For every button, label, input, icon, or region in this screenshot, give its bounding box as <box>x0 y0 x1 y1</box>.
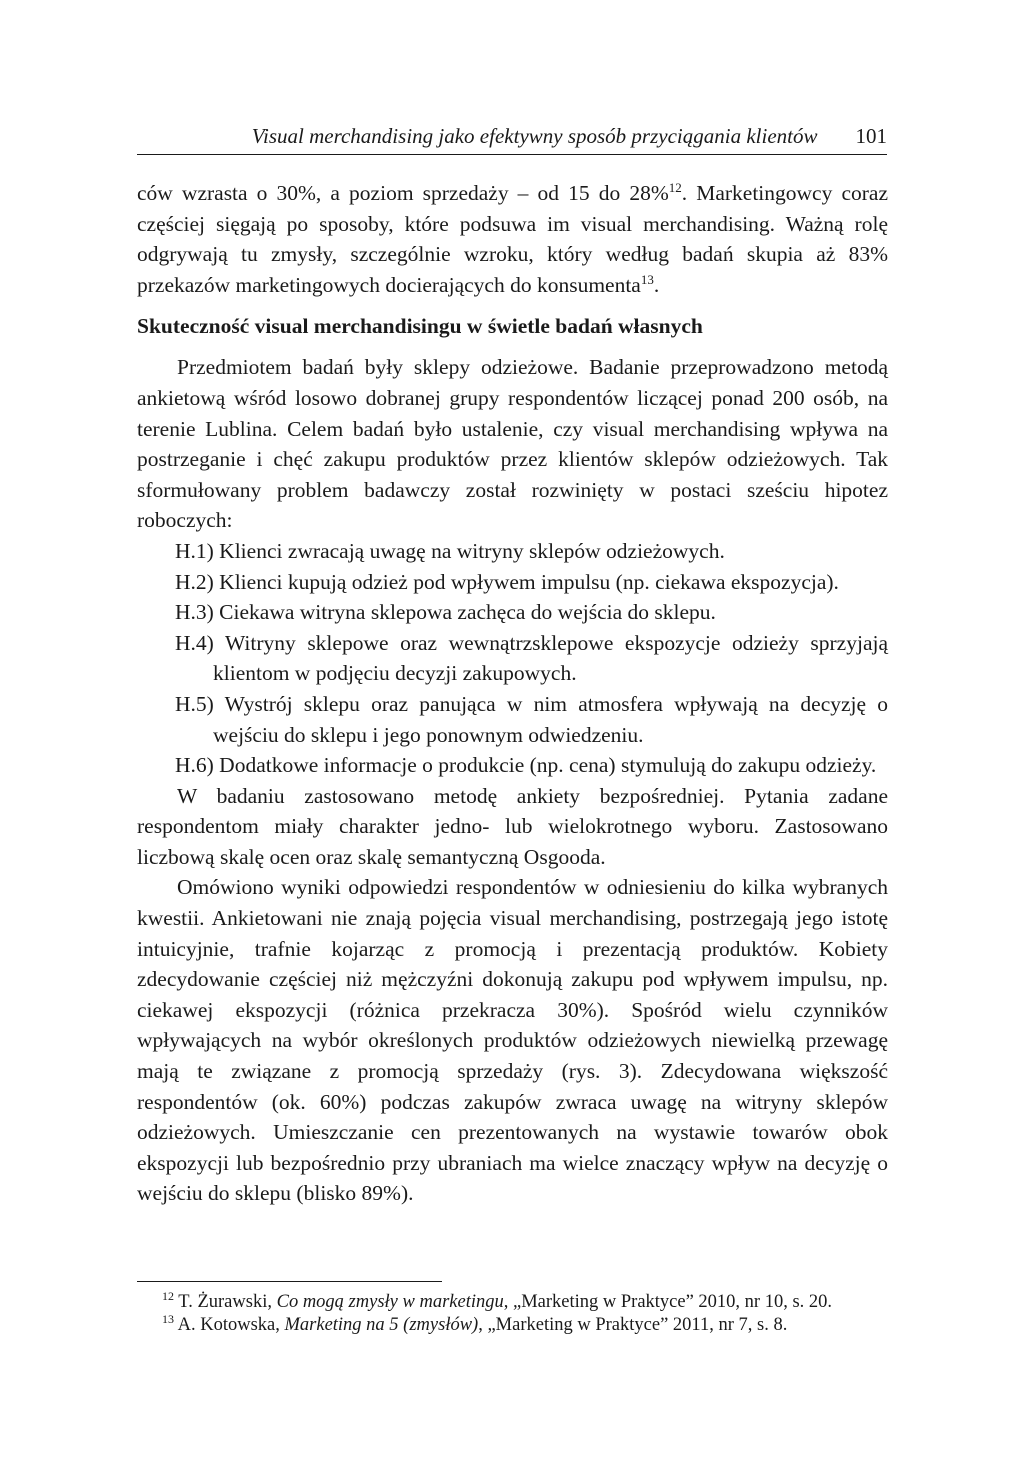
footnote-mark-13: 13 <box>162 1311 174 1326</box>
paragraph-3: Omówiono wyniki odpowiedzi respondentów w odniesieniu do kilka wybranych kwestii. Ankietowani nie znają pojęcia visual merchandising, postrzegają jego istotę intuicyjnie, trafnie kojarząc z promocją i prezentacją produktów. Kobiety zdecydowanie częściej niż mężczyźni dokonują zakupu pod wpływem impulsu, np. ciekawej ekspozycji (różnica przekracza 30%). Spośród wielu czynników wpływających na wybór określonych produktów odzieżowych niewielką przewagę mają te związane z promocją sprzedaży (rys. 3). Zdecydowana większość respondentów (ok. 60%) podczas zakupów zwraca uwagę na witryny sklepów odzieżowych. Umieszczanie cen prezentowanych na wystawie towarów obok ekspozycji lub bezpośrednio przy ubraniach ma wielce znaczący wpływ na decyzję o wejściu do sklepu (blisko 89%). <box>137 875 888 1206</box>
footnote-13-author: A. Kotowska, <box>177 1315 285 1335</box>
intro-text-3: . <box>653 272 660 297</box>
section-heading: Skuteczność visual merchandisingu w świetle badań własnych <box>137 314 703 339</box>
footnote-12 <box>137 1288 888 1314</box>
footnotes <box>137 1281 888 1337</box>
footnote-12-author: T. Żurawski, <box>178 1292 277 1312</box>
hypothesis-1: H.1) Klienci zwracają uwagę na witryny sklepów odzieżowych. <box>175 538 725 563</box>
hypothesis-3: H.3) Ciekawa witryna sklepowa zachęca do wejścia do sklepu. <box>175 600 716 625</box>
footnote-12-rest: , „Marketing w Praktyce” 2010, nr 10, s. 20. <box>503 1292 833 1312</box>
footnote-13-rest: , „Marketing w Praktyce” 2011, nr 7, s. 8. <box>478 1315 788 1335</box>
paragraph-1: Przedmiotem badań były sklepy odzieżowe. Badanie przeprowadzono metodą ankietową wśród losowo dobranej grupy respondentów liczącej ponad 200 osób, na terenie Lublina. Celem badań było ustalenie, czy visual merchandising wpływa na postrzeganie i chęć zakupu produktów przez klientów sklepów odzieżowych. Tak sformułowany problem badawczy został rozwinięty w postaci sześciu hipotez roboczych: <box>137 355 888 533</box>
footnote-13 <box>137 1311 888 1337</box>
hypothesis-5: H.5) Wystrój sklepu oraz panująca w nim atmosfera wpływają na decyzję o wejściu do sklepu i jego ponownym odwiedzeniu. <box>175 691 888 747</box>
hypothesis-2: H.2) Klienci kupują odzież pod wpływem impulsu (np. ciekawa ekspozycja). <box>175 569 839 594</box>
running-header <box>137 124 887 155</box>
intro-paragraph <box>137 178 888 300</box>
footnote-ref-13[interactable]: 13 <box>640 271 654 287</box>
hypotheses-list <box>137 536 888 781</box>
footnote-13-title: Marketing na 5 (zmysłów) <box>284 1315 479 1335</box>
running-title: Visual merchandising jako efektywny sposób przyciągania klientów <box>251 124 818 148</box>
page-number: 101 <box>855 124 887 148</box>
paragraph-2: W badaniu zastosowano metodę ankiety bezpośredniej. Pytania zadane respondentom miały charakter jedno- lub wielokrotnego wyboru. Zastosowano liczbową skalę ocen oraz skalę semantyczną Osgooda. <box>137 783 888 869</box>
hypothesis-4: H.4) Witryny sklepowe oraz wewnątrzsklepowe ekspozycje odzieży sprzyjają klientom w podjęciu decyzji zakupowych. <box>175 630 888 686</box>
footnote-12-title: Co mogą zmysły w marketingu <box>276 1292 504 1312</box>
intro-text-1: ców wzrasta o 30%, a poziom sprzedaży – od 15 do 28% <box>137 181 669 205</box>
body-text <box>137 178 888 1209</box>
hypothesis-6: H.6) Dodatkowe informacje o produkcie (np. cena) stymulują do zakupu odzieży. <box>175 753 877 778</box>
footnote-ref-12[interactable]: 12 <box>668 179 682 195</box>
footnote-mark-12: 12 <box>162 1288 174 1303</box>
footnote-rule <box>137 1281 442 1282</box>
intro-text-2: . Marketingowcy coraz częściej sięgają po sposoby, które podsuwa im visual merchandising. Ważną rolę odgrywają tu zmysły, szczególnie wzroku, który według badań skupia aż 83% przekazów marketingowych docierających do konsumenta <box>137 181 888 297</box>
